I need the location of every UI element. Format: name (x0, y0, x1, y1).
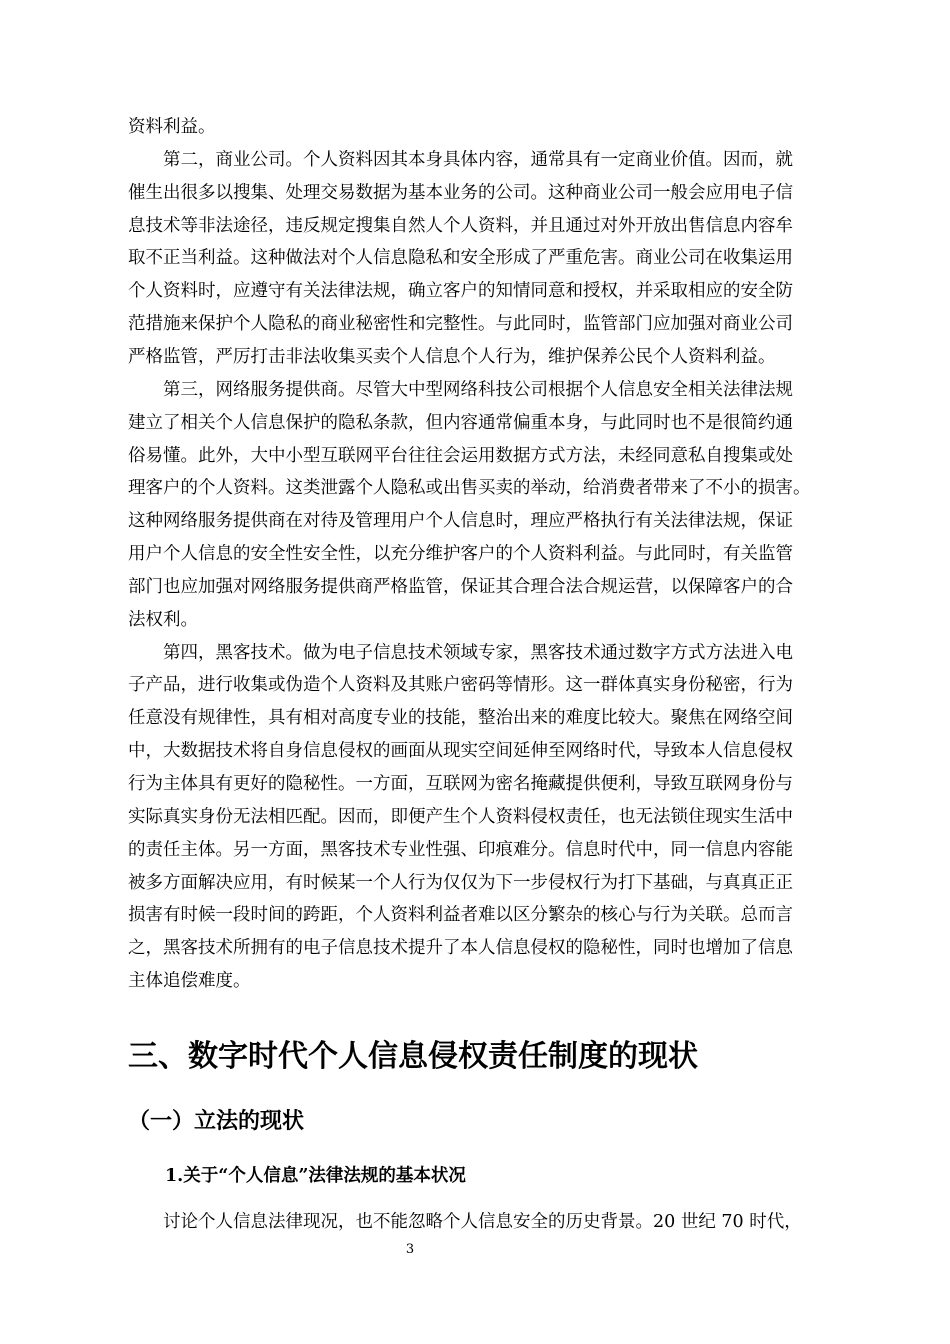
body-line: 范措施来保护个人隐私的商业秘密性和完整性。与此同时，监管部门应加强对商业公司 (128, 314, 793, 335)
body-line: 个人资料时，应遵守有关法律法规，确立客户的知情同意和授权，并采取相应的安全防 (128, 281, 793, 302)
body-line: 建立了相关个人信息保护的隐私条款，但内容通常偏重本身，与此同时也不是很简约通 (128, 412, 793, 433)
body-line: 任意没有规律性，具有相对高度专业的技能，整治出来的难度比较大。聚焦在网络空间 (128, 708, 793, 729)
body-line: 实际真实身份无法相匹配。因而，即便产生个人资料侵权责任，也无法锁住现实生活中 (128, 806, 793, 827)
body-line: 用户个人信息的安全性安全性，以充分维护客户的个人资料利益。与此同时，有关监管 (128, 544, 793, 565)
body-line: 这种网络服务提供商在对待及管理用户个人信息时，理应严格执行有关法律法规，保证 (128, 511, 793, 532)
body-line: 主体追偿难度。 (128, 971, 251, 992)
body-line: 资料利益。 (128, 117, 216, 137)
body-line: 理客户的个人资料。这类泄露个人隐私或出售买卖的举动，给消费者带来了不小的损害。 (128, 478, 811, 499)
body-line: 损害有时候一段时间的跨距，个人资料利益者难以区分繁杂的核心与行为关联。总而言 (128, 905, 793, 926)
page-number: 3 (405, 1242, 415, 1257)
body-line: 严格监管，严厉打击非法收集买卖个人信息个人行为，维护保养公民个人资料利益。 (128, 346, 776, 367)
body-line: 俗易懂。此外，大中小型互联网平台往往会运用数据方式方法，未经同意私自搜集或处 (128, 445, 793, 466)
body-line: 第二，商业公司。个人资料因其本身具体内容，通常具有一定商业价值。因而，就 (128, 149, 793, 170)
body-line: 被多方面解决应用，有时候某一个人行为仅仅为下一步侵权行为打下基础，与真真正正 (128, 872, 793, 893)
body-line: 催生出很多以搜集、处理交易数据为基本业务的公司。这种商业公司一般会应用电子信 (128, 182, 793, 203)
body-line: 第四，黑客技术。做为电子信息技术领域专家，黑客技术通过数字方式方法进入电 (128, 642, 793, 663)
body-line: 行为主体具有更好的隐秘性。一方面，互联网为密名掩藏提供便利，导致互联网身份与 (128, 774, 793, 794)
body-line: 息技术等非法途径，违反规定搜集自然人个人资料，并且通过对外开放出售信息内容牟 (128, 215, 793, 236)
body-line-final: 讨论个人信息法律现况，也不能忽略个人信息安全的历史背景。20 世纪 70 时代， (128, 1212, 802, 1232)
body-line: 的责任主体。另一方面，黑客技术专业性强、印痕难分。信息时代中，同一信息内容能 (128, 839, 793, 860)
body-line: 第三，网络服务提供商。尽管大中型网络科技公司根据个人信息安全相关法律法规 (128, 379, 793, 400)
sub-subsection-heading: 1.关于“个人信息”法律法规的基本状况 (165, 1166, 466, 1186)
body-line: 之，黑客技术所拥有的电子信息技术提升了本人信息侵权的隐秘性，同时也增加了信息 (128, 938, 793, 959)
subsection-heading: （一）立法的现状 (128, 1109, 305, 1134)
section-heading: 三、数字时代个人信息侵权责任制度的现状 (128, 1039, 698, 1074)
body-line: 子产品，进行收集或伪造个人资料及其账户密码等情形。这一群体真实身份秘密，行为 (128, 675, 793, 696)
body-line: 中，大数据技术将自身信息侵权的画面从现实空间延伸至网络时代，导致本人信息侵权 (128, 741, 793, 762)
body-line: 取不正当利益。这种做法对个人信息隐私和安全形成了严重危害。商业公司在收集运用 (128, 248, 793, 269)
body-line: 法权利。 (128, 609, 198, 630)
body-line: 部门也应加强对网络服务提供商严格监管，保证其合理合法合规运营，以保障客户的合 (128, 576, 793, 597)
